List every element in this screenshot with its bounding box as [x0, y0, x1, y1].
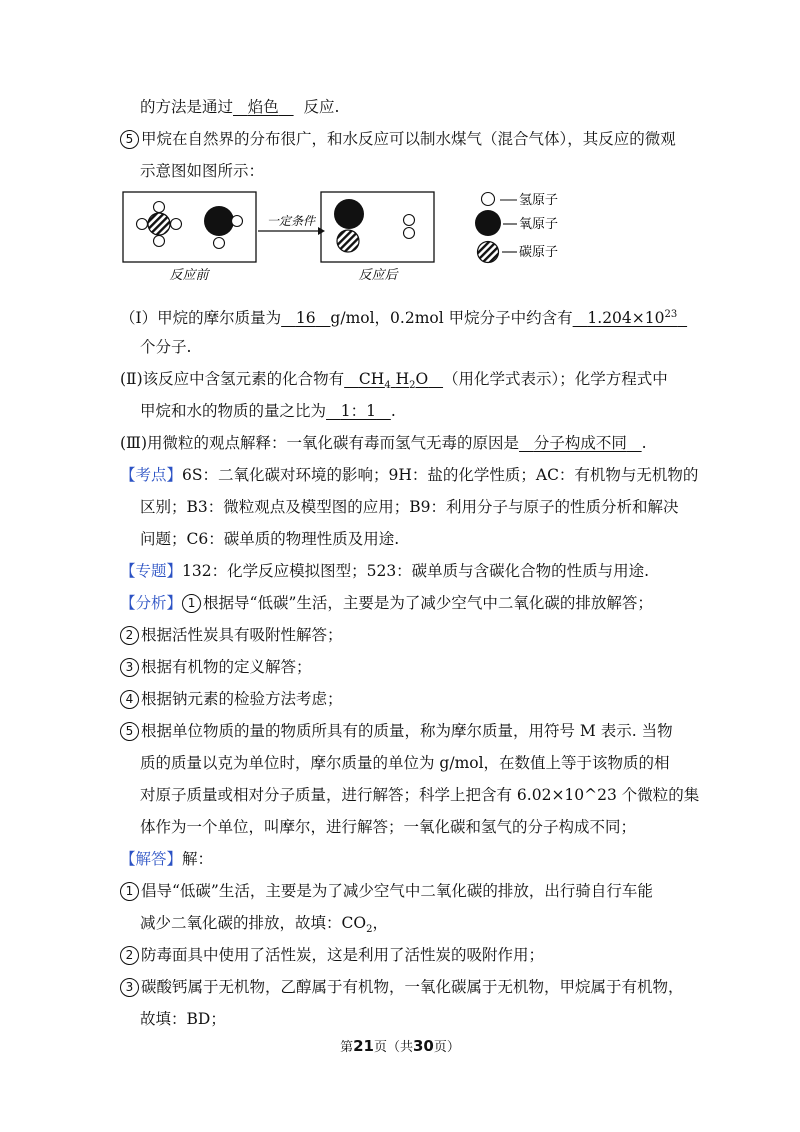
jieda-line3: 2 防毒面具中使用了活性炭，这是利用了活性炭的吸附作用； [120, 945, 544, 965]
blank-flame: 焰色 [247, 98, 279, 116]
fenxi-line3: 3 根据有机物的定义解答； [120, 657, 312, 677]
circled-number: 1 [120, 882, 139, 901]
fenxi-line2: 2 根据活性炭具有吸附性解答； [120, 625, 343, 645]
question-i: （Ⅰ）甲烷的摩尔质量为 16 g/mol，0.2mol 甲烷分子中约含有 $1.204\times 10^{23}$ [120, 309, 678, 328]
legend [475, 193, 558, 263]
fenxi-line5: 5 根据单位物质的量的物质所具有的质量，称为摩尔质量，用符号 M 表示. 当物 [120, 721, 673, 741]
hydrogen-atom [214, 238, 225, 249]
circled-number: 1 [182, 594, 201, 613]
oxygen-atom [334, 199, 364, 229]
after-box [321, 192, 434, 262]
jieda-line1: 1 倡导“低碳”生活，主要是为了减少空气中二氧化碳的排放，出行骑自行车能 [120, 881, 653, 901]
hydrogen-atom [137, 219, 148, 230]
blank-molecule-count: 1.204×10 [587, 309, 665, 328]
hydrogen-atom [404, 228, 415, 239]
question-iii: (Ⅲ)用微粒的观点解释：一氧化碳有毒而氢气无毒的原因是 分子构成不同 . [120, 434, 647, 452]
legend-oxygen: 氧原子 [519, 217, 559, 232]
page-total: 30 [413, 1037, 434, 1055]
jieda-line: 【解答】解： [120, 850, 214, 868]
legend-carbon: 碳原子 [519, 245, 559, 260]
carbon-monoxide-molecule [334, 199, 364, 252]
hydrogen-atom [232, 216, 243, 227]
answer-line-flame-test: 的方法是通过 焰色 反应. [140, 98, 340, 116]
blank-reason: 分子构成不同 [533, 434, 627, 452]
carbon-atom [148, 213, 170, 235]
question-5-line1: 5 甲烷在自然界的分布很广，和水反应可以制水煤气（混合气体），其反应的微观 [120, 129, 676, 149]
legend-oxygen-symbol [475, 210, 501, 236]
circled-number: 2 [120, 626, 139, 645]
after-caption: 反应后 [358, 268, 398, 283]
kaodian-line1: 【考点】6S：二氧化碳对环境的影响；9H：盐的化学性质；AC：有机物与无机物的 [120, 466, 699, 484]
question-5-line2: 示意图如图所示： [140, 162, 265, 180]
before-caption: 反应前 [169, 268, 209, 283]
kaodian-tag: 【考点】 [120, 466, 183, 484]
circled-number: 2 [120, 946, 139, 965]
page-number: 21 [353, 1037, 374, 1055]
oxygen-atom [204, 206, 234, 236]
hydrogen-molecule [404, 215, 415, 239]
reaction-diagram [122, 190, 642, 290]
jieda-line5: 故填：BD； [140, 1010, 226, 1028]
fenxi-line8: 体作为一个单位，叫摩尔，进行解答；一氧化碳和氢气的分子构成不同； [140, 818, 637, 836]
jieda-line2: 减少二氧化碳的排放，故填：$CO_2$， [140, 914, 388, 936]
blank-ratio: 1：1 [340, 402, 377, 420]
circled-number: 3 [120, 978, 139, 997]
circled-number: 3 [120, 658, 139, 677]
fenxi-tag: 【分析】 [120, 594, 183, 612]
fenxi-line4: 4 根据钠元素的检验方法考虑； [120, 689, 343, 709]
zhuanti-line: 【专题】132：化学反应模拟图型；523：碳单质与含碳化合物的性质与用途. [120, 562, 650, 580]
page-footer: 第21页（共30页） [340, 1037, 460, 1055]
legend-hydrogen: 氢原子 [519, 193, 559, 208]
arrow-label: 一定条件 [266, 214, 316, 228]
fenxi-line1: 【分析】 1 根据导“低碳”生活，主要是为了减少空气中二氧化碳的排放解答； [120, 594, 653, 612]
question-ii: (Ⅱ)该反应中含氢元素的化合物有 $CH_4$ $H_2O$ （用化学式表示）；化学方程式中 [120, 370, 668, 392]
legend-hydrogen-symbol [482, 193, 495, 206]
carbon-atom [337, 230, 359, 252]
hydrogen-atom [404, 215, 415, 226]
blank-hydrogen-compounds: $CH_4$ $H_2O$ [358, 370, 429, 392]
jieda-tag: 【解答】 [120, 850, 183, 868]
question-i-line2: 个分子. [140, 338, 192, 356]
question-ii-line2: 甲烷和水的物质的量之比为 1：1 . [140, 402, 396, 420]
blank-molar-mass: 16 [295, 309, 316, 328]
legend-carbon-symbol [478, 242, 499, 263]
fenxi-line7: 对原子质量或相对分子质量，进行解答；科学上把含有 6.02×10^23 个微粒的集 [140, 786, 700, 804]
kaodian-line3: 问题；C6：碳单质的物理性质及用途. [140, 530, 400, 548]
jieda-line4: 3 碳酸钙属于无机物，乙醇属于有机物，一氧化碳属于无机物，甲烷属于有机物， [120, 977, 684, 997]
hydrogen-atom [154, 202, 165, 213]
hydrogen-atom [171, 219, 182, 230]
circled-number: 5 [120, 722, 139, 741]
water-molecule [204, 206, 243, 249]
circled-number: 5 [120, 130, 139, 149]
methane-molecule [137, 202, 182, 247]
kaodian-line2: 区别；B3：微粒观点及模型图的应用；B9：利用分子与原子的性质分析和解决 [140, 498, 679, 516]
fenxi-line6: 质的质量以克为单位时，摩尔质量的单位为 g/mol，在数值上等于该物质的相 [140, 754, 670, 772]
hydrogen-atom [154, 236, 165, 247]
circled-number: 4 [120, 690, 139, 709]
zhuanti-tag: 【专题】 [120, 562, 183, 580]
